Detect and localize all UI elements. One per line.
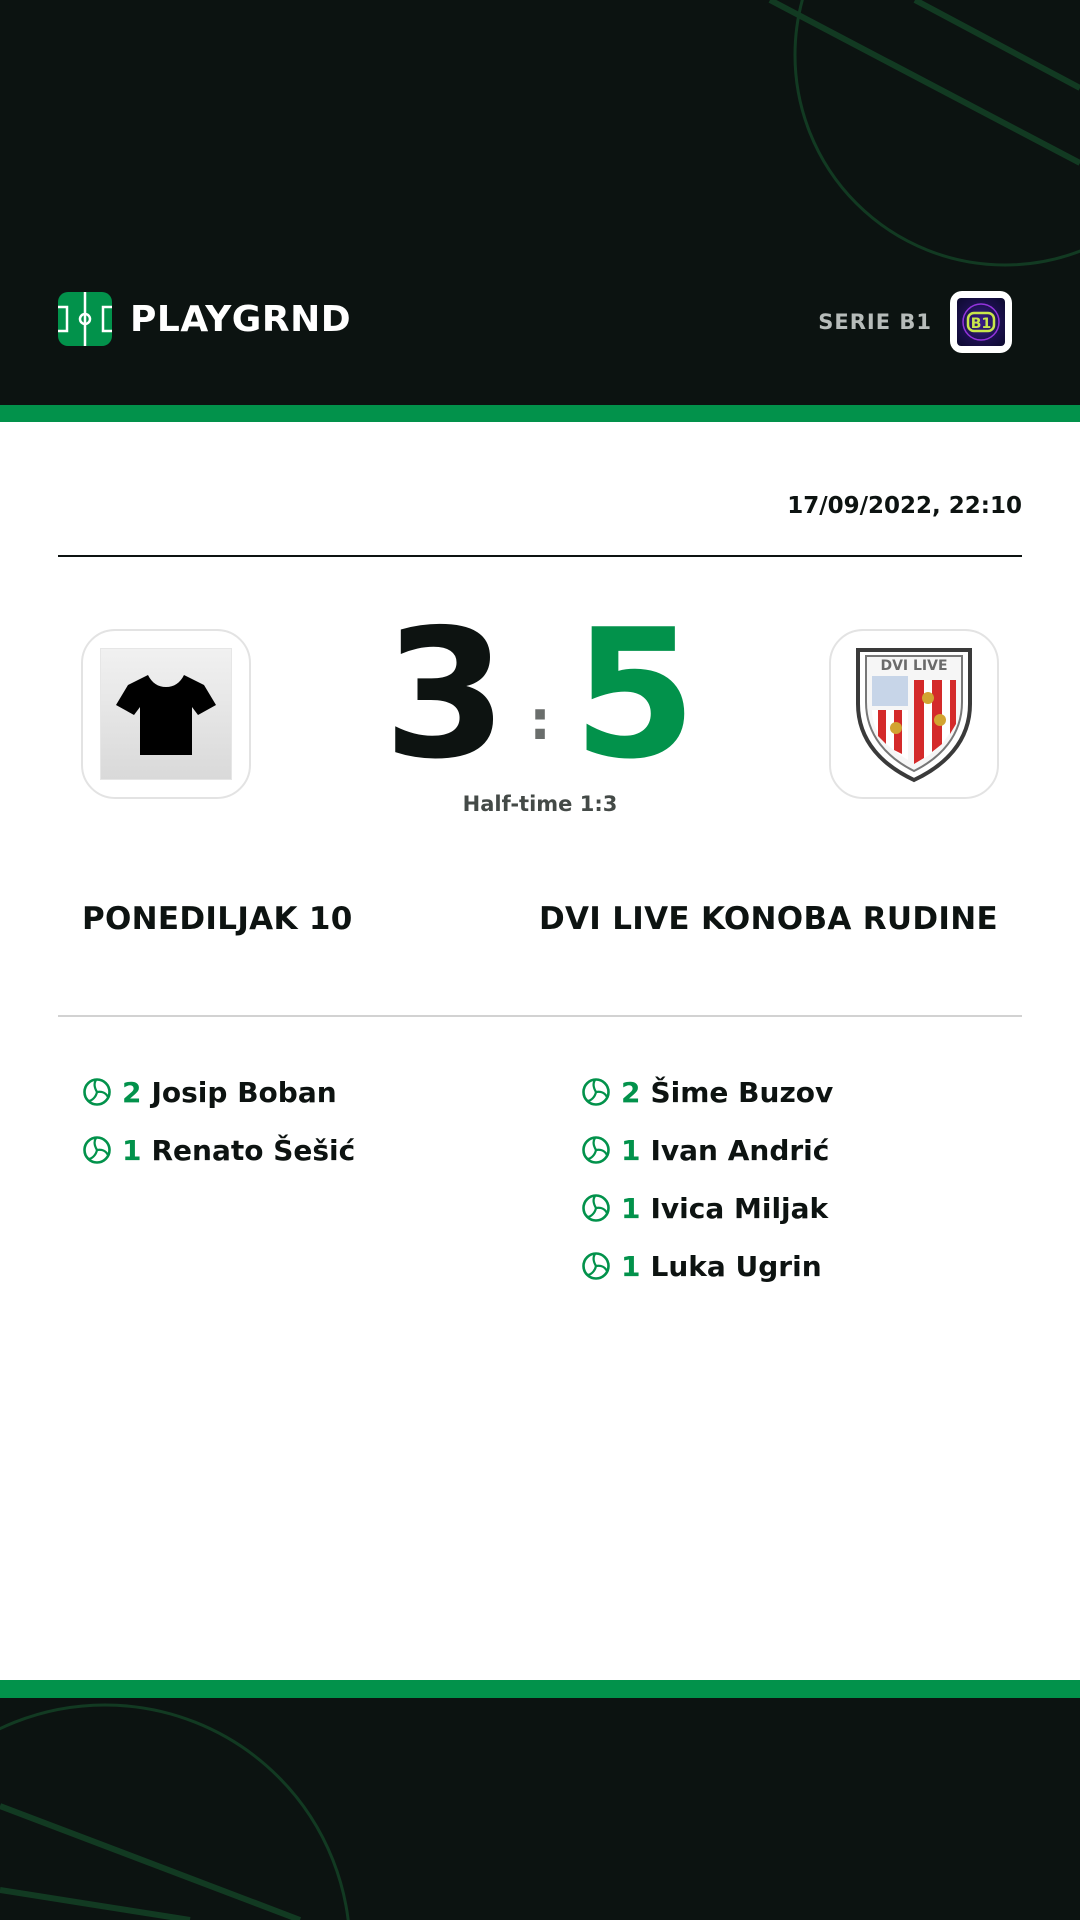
scoreboard <box>383 591 697 798</box>
scorer-item <box>581 1179 833 1237</box>
footer-banner <box>0 1698 1080 1920</box>
goal-count: 2 <box>122 1075 142 1109</box>
score-separator: : <box>529 689 551 752</box>
football-icon <box>581 1251 611 1281</box>
goal-count: 1 <box>621 1133 641 1167</box>
shirt-icon <box>100 648 232 780</box>
away-score: 5 <box>572 591 697 798</box>
goal-count: 2 <box>621 1075 641 1109</box>
goal-count: 1 <box>621 1191 641 1225</box>
football-icon <box>82 1077 112 1107</box>
brand-name: PLAYGRND <box>130 298 352 340</box>
football-icon <box>581 1077 611 1107</box>
football-icon <box>581 1193 611 1223</box>
goal-count: 1 <box>122 1133 142 1167</box>
match-datetime: 17/09/2022, 22:10 <box>787 493 1022 519</box>
header-stripe <box>0 405 1080 422</box>
home-score: 3 <box>383 591 508 798</box>
home-team-crest[interactable] <box>81 629 251 799</box>
player-name[interactable]: Josip Boban <box>151 1075 337 1109</box>
league-badge-text: B1 <box>970 316 992 332</box>
scorer-item <box>581 1121 833 1179</box>
divider <box>58 1015 1022 1017</box>
crest-text: DVI LIVE <box>880 658 948 674</box>
scorer-item <box>82 1063 355 1121</box>
player-name[interactable]: Luka Ugrin <box>650 1249 822 1283</box>
away-team-crest[interactable] <box>829 629 999 799</box>
goal-count: 1 <box>621 1249 641 1283</box>
header-banner <box>0 0 1080 405</box>
away-scorers-list <box>581 1063 833 1295</box>
football-icon <box>82 1135 112 1165</box>
league-name: SERIE B1 <box>818 310 932 334</box>
brand[interactable] <box>58 291 351 347</box>
player-name[interactable]: Ivica Miljak <box>650 1191 829 1225</box>
league-logo-icon <box>957 298 1005 346</box>
shield-crest-icon <box>852 644 976 784</box>
football-icon <box>581 1135 611 1165</box>
divider <box>58 555 1022 557</box>
home-team-name[interactable]: PONEDILJAK 10 <box>82 901 353 937</box>
home-scorers-list <box>82 1063 355 1179</box>
pitch-lines-decoration <box>0 1698 1080 1920</box>
player-name[interactable]: Šime Buzov <box>650 1075 834 1109</box>
footer-stripe <box>0 1680 1080 1698</box>
scorer-item <box>581 1063 833 1121</box>
halftime-score: Half-time 1:3 <box>462 792 618 816</box>
pitch-icon <box>58 292 112 346</box>
away-team-name[interactable]: DVI LIVE KONOBA RUDINE <box>538 901 998 937</box>
player-name[interactable]: Renato Šešić <box>151 1133 356 1167</box>
league-info[interactable] <box>818 291 1012 353</box>
scorer-item <box>581 1237 833 1295</box>
scorer-item <box>82 1121 355 1179</box>
league-badge <box>950 291 1012 353</box>
player-name[interactable]: Ivan Andrić <box>650 1133 830 1167</box>
